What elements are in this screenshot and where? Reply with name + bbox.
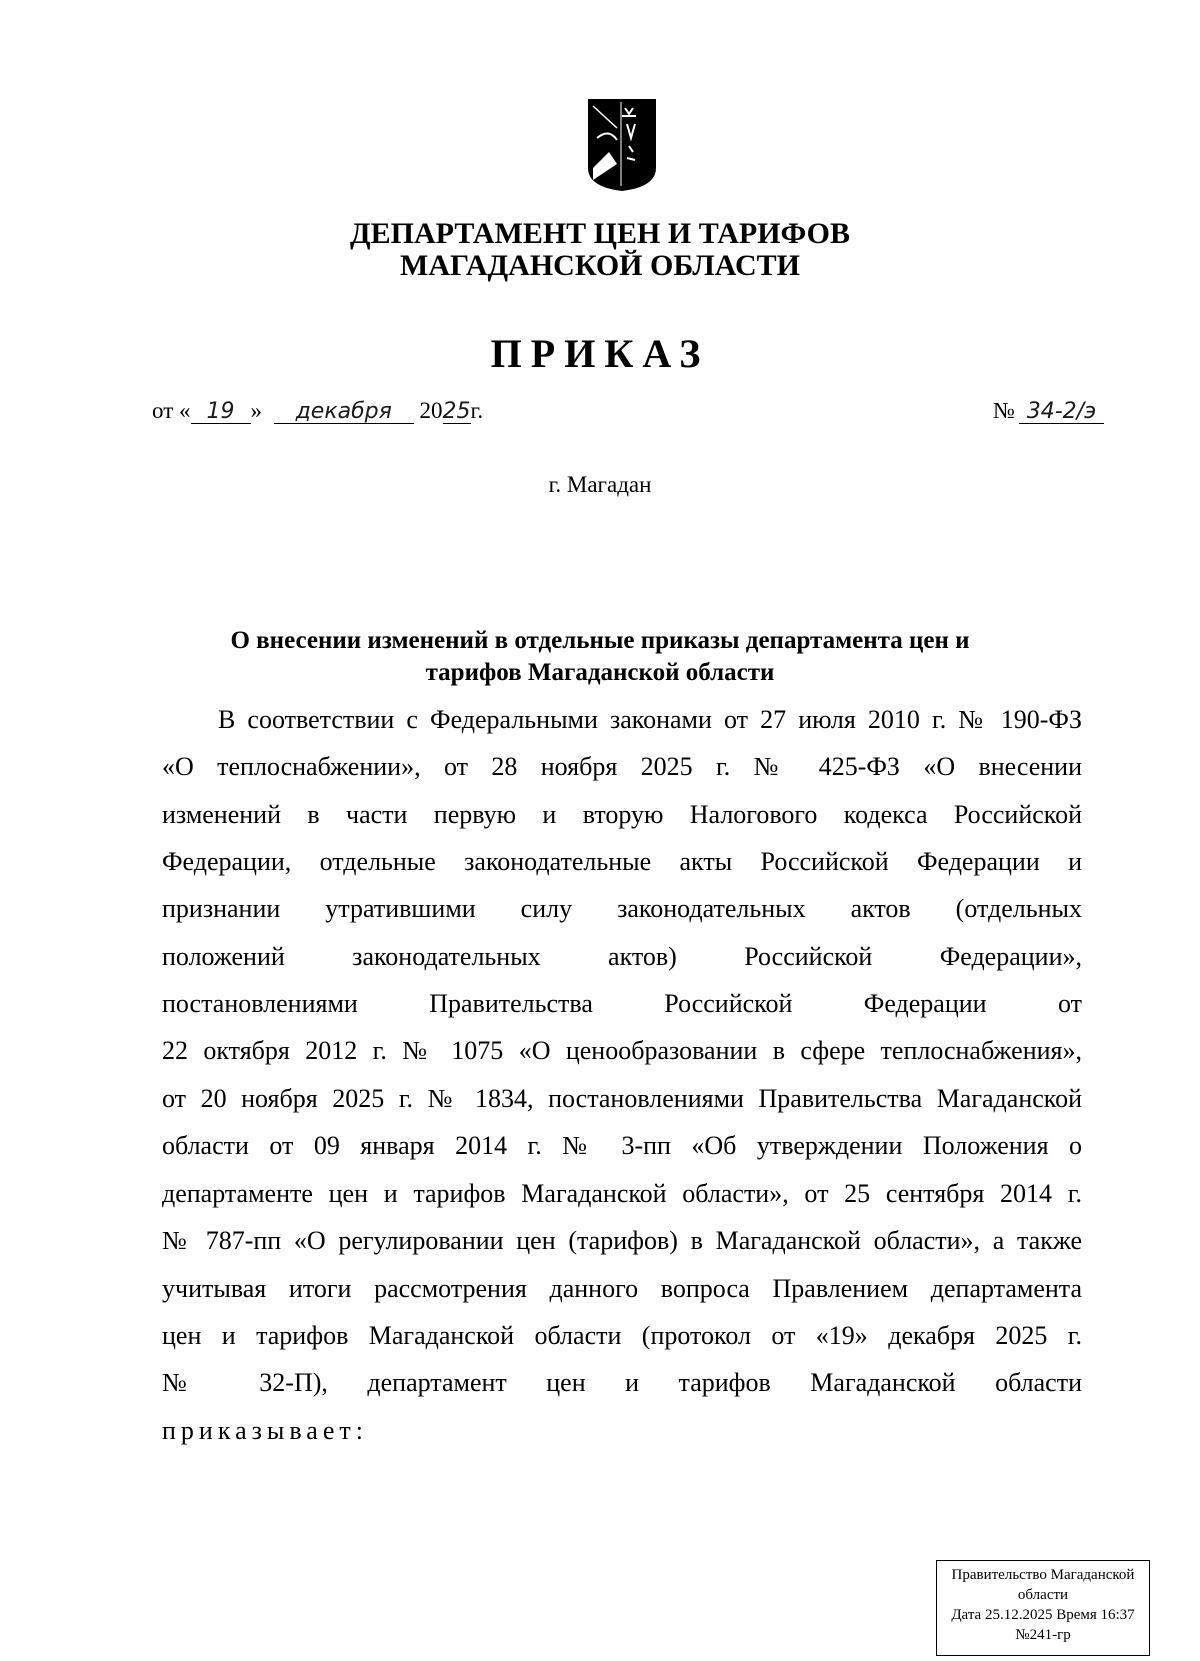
number-prefix: № (993, 398, 1015, 423)
body-line: № 787-пп «О регулировании цен (тарифов) в Магаданской области», а также (162, 1226, 1082, 1255)
body-line: от 20 ноября 2025 г. № 1834, постановлениями Правительства Магаданской (162, 1084, 1082, 1113)
body-line-orders: приказывает: (162, 1416, 368, 1445)
number-handwritten: 34-2/э (1019, 401, 1104, 424)
stamp-line: Дата 25.12.2025 Время 16:37 (951, 1607, 1135, 1623)
stamp-line: №241-гр (1015, 1627, 1071, 1643)
body-line: изменений в части первую и вторую Налогового кодекса Российской (162, 800, 1082, 829)
registration-stamp (936, 1560, 1150, 1656)
document-type-title: ПРИКАЗ (490, 331, 710, 376)
body-line: признании утратившими силу законодательных актов (отдельных (162, 894, 1082, 923)
body-line: учитывая итоги рассмотрения данного вопроса Правлением департамента (162, 1274, 1082, 1303)
body-line: № 32-П), департамент цен и тарифов Магаданской области (162, 1368, 1082, 1397)
body-line: области от 09 января 2014 г. № 3-пп «Об утверждении Положения о (162, 1131, 1082, 1160)
date-suffix: г. (470, 398, 484, 423)
coat-of-arms-icon (587, 98, 657, 192)
order-date (152, 398, 483, 424)
body-line: «О теплоснабжении», от 28 ноября 2025 г. № 425-ФЗ «О внесении (162, 752, 1082, 781)
date-prefix: от « (152, 398, 191, 423)
department-name-line1: ДЕПАРТАМЕНТ ЦЕН И ТАРИФОВ (349, 217, 851, 250)
body-line: цен и тарифов Магаданской области (протокол от «19» декабря 2025 г. (162, 1321, 1082, 1350)
body-line: постановлениями Правительства Российской Федерации от (162, 989, 1082, 1018)
stamp-line: области (1017, 1587, 1069, 1603)
order-title-line1: О внесении изменений в отдельные приказы департамента цен и (230, 627, 970, 654)
order-title-line2: тарифов Магаданской области (425, 659, 775, 686)
order-number (993, 398, 1104, 424)
body-line: В соответствии с Федеральными законами от 27 июля 2010 г. № 190-ФЗ (218, 705, 1082, 734)
department-name-line2: МАГАДАНСКОЙ ОБЛАСТИ (400, 249, 800, 282)
city: г. Магадан (548, 472, 652, 497)
body-line: 22 октября 2012 г. № 1075 «О ценообразовании в сфере теплоснабжения», (162, 1036, 1082, 1065)
date-day-handwritten: 19 (191, 401, 251, 424)
date-month-handwritten: декабря (274, 401, 414, 424)
date-year-prefix: 20 (419, 398, 443, 423)
date-year-handwritten: 25 (442, 399, 471, 424)
body-line: Федерации, отдельные законодательные акты Российской Федерации и (162, 847, 1082, 876)
body-line: положений законодательных актов) Российской Федерации», (162, 942, 1082, 971)
date-mid: » (250, 398, 262, 423)
stamp-line: Правительство Магаданской (951, 1567, 1135, 1583)
body-line: департаменте цен и тарифов Магаданской области», от 25 сентября 2014 г. (162, 1179, 1082, 1208)
